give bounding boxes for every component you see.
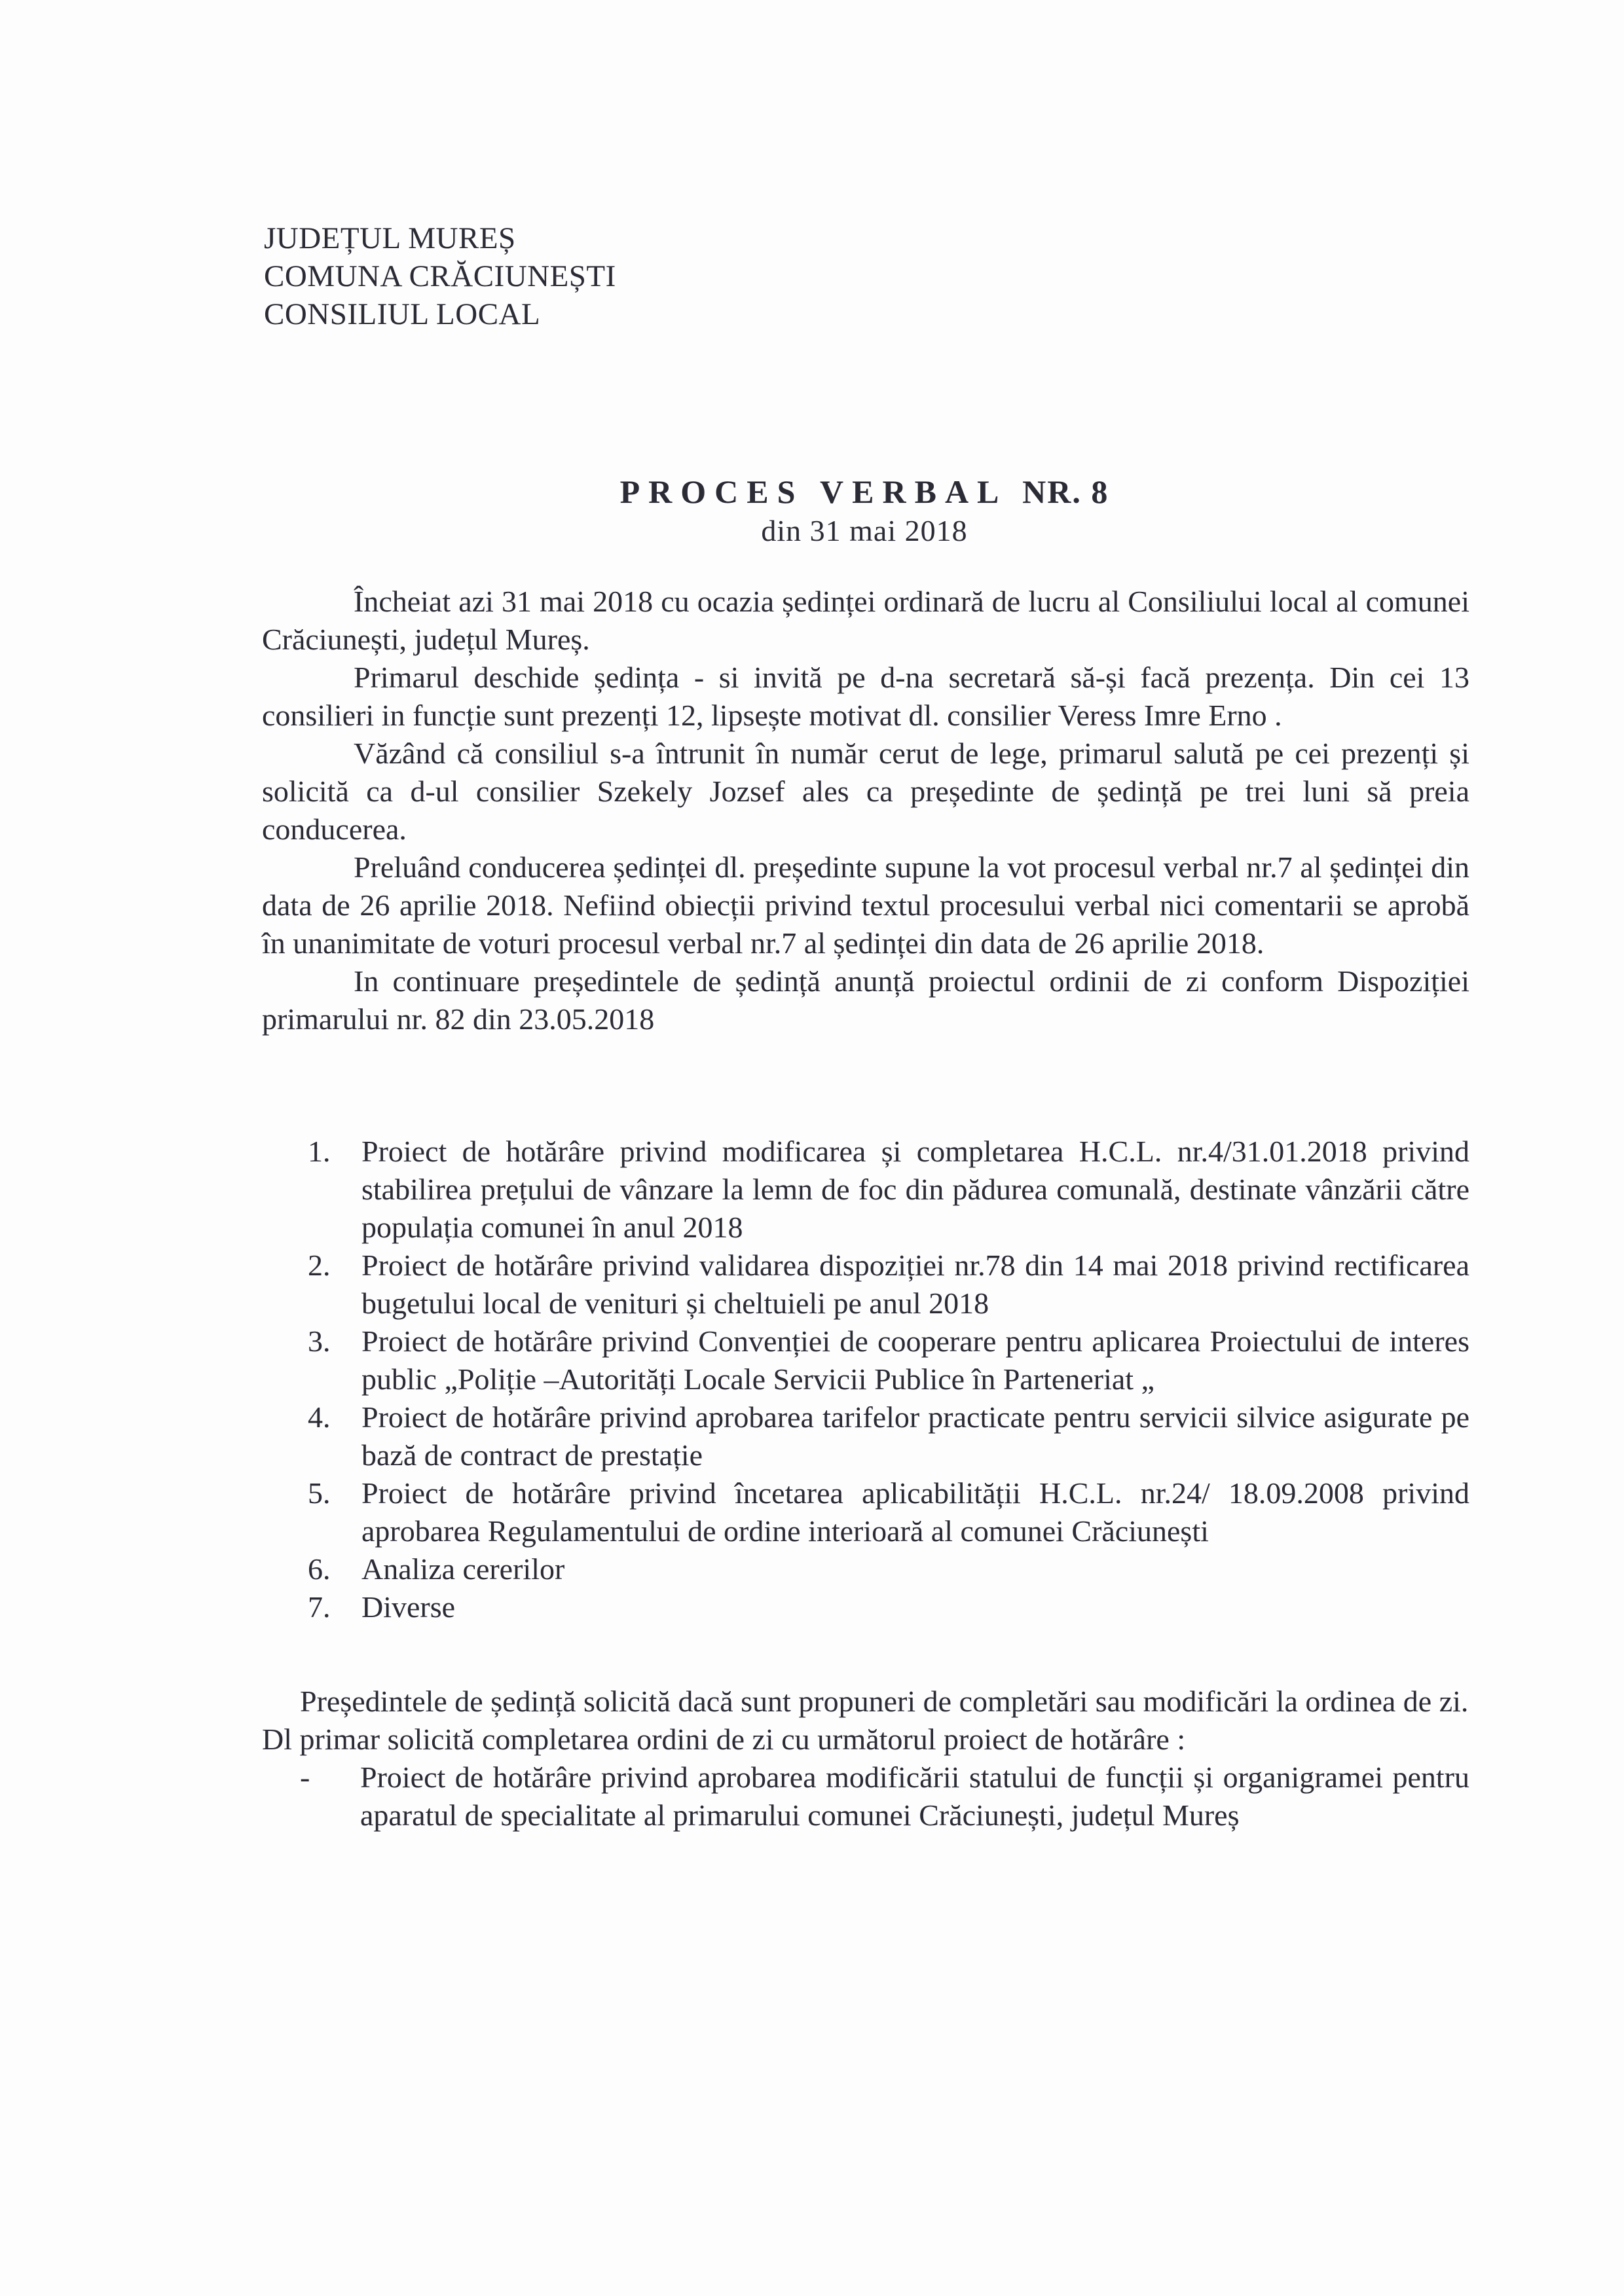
title-main: PROCES VERBAL [619, 473, 1006, 510]
document-header [264, 219, 616, 333]
document-title [262, 471, 1467, 512]
agenda-item-text: Proiect de hotărâre privind aprobarea tarifelor practicate pentru servicii silvice asigurate pe bază de contract de prestație [361, 1400, 1469, 1472]
agenda-item-number: 4. [308, 1400, 331, 1434]
agenda-item [308, 1133, 1469, 1247]
header-council: CONSILIUL LOCAL [264, 297, 541, 331]
agenda-item-text: Analiza cererilor [361, 1552, 565, 1586]
agenda-item-number: 2. [308, 1248, 331, 1282]
agenda-item-number: 3. [308, 1324, 331, 1358]
paragraph: In continuare președintele de ședință anunță proiectul ordinii de zi conform Dispoziției primarului nr. 82 din 23.05.2018 [262, 964, 1469, 1036]
agenda-item-number: 1. [308, 1135, 331, 1168]
agenda-item [308, 1588, 1469, 1626]
body-paragraphs [262, 583, 1469, 1038]
agenda-list [308, 1133, 1469, 1626]
dash-bullet: - [300, 1760, 310, 1794]
paragraph: Văzând că consiliul s-a întrunit în număr cerut de lege, primarul salută pe cei prezenți și solicită ca d-ul consilier Szekely Jozsef ales ca președinte de ședință pe trei luni să preia conducerea. [262, 737, 1469, 846]
agenda-item [308, 1550, 1469, 1588]
header-commune: COMUNA CRĂCIUNEȘTI [264, 259, 616, 293]
agenda-item-number: 5. [308, 1476, 331, 1510]
agenda-item-text: Proiect de hotărâre privind modificarea și completarea H.C.L. nr.4/31.01.2018 privind stabilirea prețului de vânzare la lemn de foc din pădurea comunală, destinate vânzării către populația comunei în anul 2018 [361, 1135, 1469, 1244]
additional-agenda-text: Proiect de hotărâre privind aprobarea modificării statului de funcții și organigramei pentru aparatul de specialitate al primarului comunei Crăciunești, județul Mureș [360, 1760, 1469, 1832]
agenda-item [308, 1247, 1469, 1322]
agenda-item-number: 7. [308, 1590, 331, 1624]
paragraph: Încheiat azi 31 mai 2018 cu ocazia ședinței ordinară de lucru al Consiliului local al comunei Crăciunești, județul Mureș. [262, 585, 1469, 656]
document-date: din 31 mai 2018 [761, 514, 968, 547]
agenda-item [308, 1474, 1469, 1550]
additional-agenda-list [262, 1758, 1469, 1834]
closing-section [262, 1683, 1469, 1834]
paragraph: Primarul deschide ședința - si invită pe d-na secretară să-și facă prezența. Din cei 13 consilieri in funcție sunt prezenți 12, lipsește motivat dl. consilier Veress Imre Erno . [262, 661, 1469, 732]
agenda-item-text: Proiect de hotărâre privind Convenției de cooperare pentru aplicarea Proiectului de interes public „Poliție –Autorități Locale Servicii Publice în Parteneriat „ [361, 1324, 1469, 1396]
agenda-item [308, 1322, 1469, 1398]
header-county: JUDEȚUL MUREȘ [264, 221, 516, 255]
additional-agenda-item [262, 1758, 1469, 1834]
agenda-item-text: Proiect de hotărâre privind încetarea aplicabilității H.C.L. nr.24/ 18.09.2008 privind aprobarea Regulamentului de ordine interioară al comunei Crăciunești [361, 1476, 1469, 1548]
paragraph: Preluând conducerea ședinței dl. președinte supune la vot procesul verbal nr.7 al ședinței din data de 26 aprilie 2018. Nefiind obiecții privind textul procesului verbal nici comentarii se aprobă în unanimitate de voturi procesul verbal nr.7 al ședinței din data de 26 aprilie 2018. [262, 850, 1469, 960]
title-block [262, 471, 1467, 550]
agenda-item-text: Diverse [361, 1590, 456, 1624]
agenda-item-text: Proiect de hotărâre privind validarea dispoziției nr.78 din 14 mai 2018 privind rectificarea bugetului local de venituri și cheltuieli pe anul 2018 [361, 1248, 1469, 1320]
closing-paragraph: Președintele de ședință solicită dacă sunt propuneri de completări sau modificări la ordinea de zi. [300, 1685, 1469, 1718]
agenda-item-number: 6. [308, 1552, 331, 1586]
title-number: NR. 8 [1022, 473, 1109, 510]
agenda-item [308, 1398, 1469, 1474]
closing-paragraph: Dl primar solicită completarea ordini de zi cu următorul proiect de hotărâre : [262, 1722, 1186, 1756]
